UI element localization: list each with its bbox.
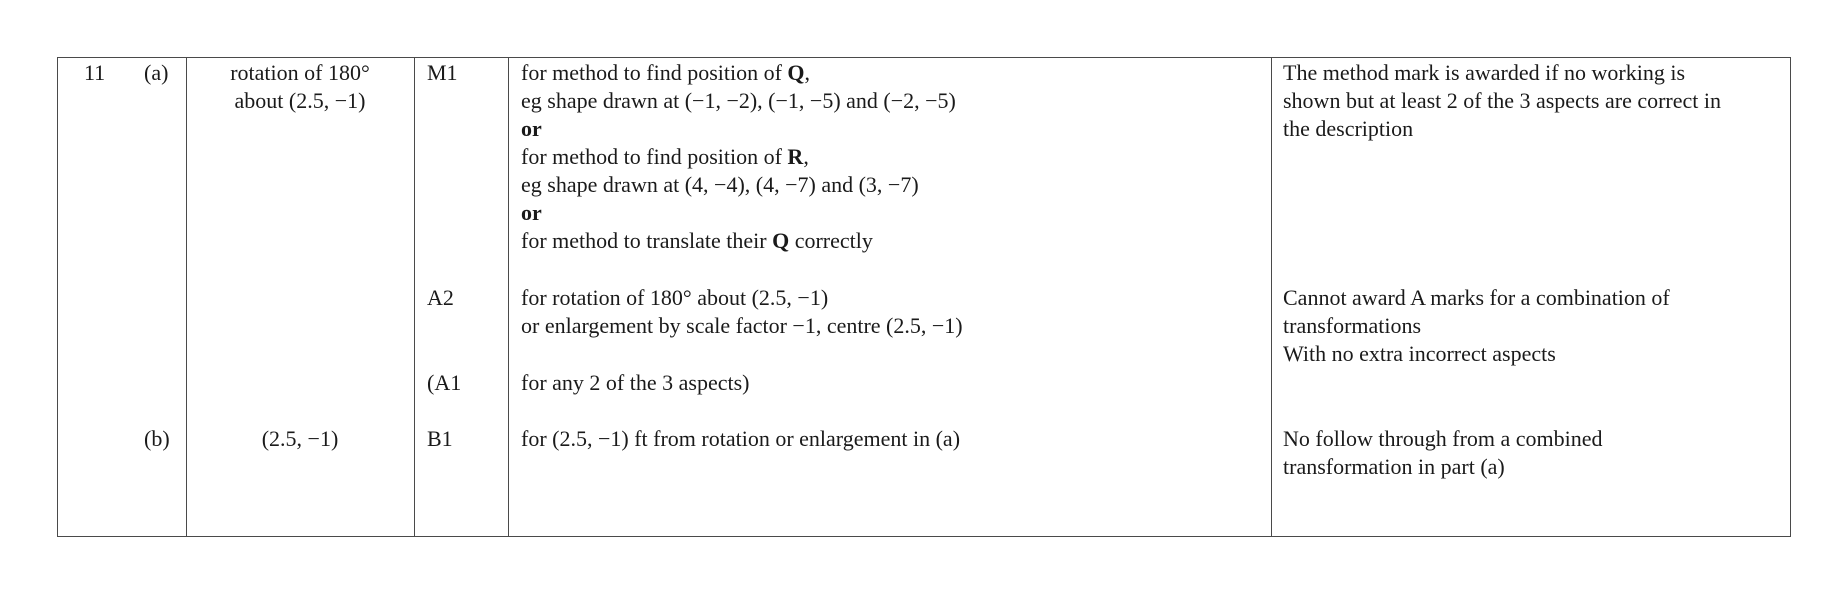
answer-a-line-1: rotation of 180°	[230, 60, 370, 85]
answer-b: (2.5, −1)	[261, 426, 339, 451]
column-divider	[508, 58, 509, 536]
m1-note-line-2: shown but at least 2 of the 3 aspects are correct in	[1283, 88, 1722, 113]
m1-guidance-line-1: for method to find position of Q,	[521, 60, 811, 85]
b1-note-line-2: transformation in part (a)	[1283, 454, 1505, 479]
m1-guidance-or: or	[521, 116, 542, 141]
a2-note-line-2: transformations	[1283, 313, 1422, 338]
part-label-b: (b)	[144, 426, 170, 451]
m1-guidance-line-2: eg shape drawn at (−1, −2), (−1, −5) and (−2, −5)	[521, 88, 956, 113]
part-label-a: (a)	[144, 60, 169, 85]
column-divider	[1271, 58, 1272, 536]
m1-note-line-3: the description	[1283, 116, 1414, 141]
mark-m1: M1	[427, 60, 458, 85]
a2-guidance-line-2: or enlargement by scale factor −1, centre (2.5, −1)	[521, 313, 963, 338]
a2-guidance-line-1: for rotation of 180° about (2.5, −1)	[521, 285, 829, 310]
mark-a1: (A1	[427, 370, 462, 395]
column-divider	[414, 58, 415, 536]
answer-a-line-2: about (2.5, −1)	[234, 88, 366, 113]
b1-guidance: for (2.5, −1) ft from rotation or enlargement in (a)	[521, 426, 961, 451]
a2-note-line-1: Cannot award A marks for a combination of	[1283, 285, 1670, 310]
m1-guidance-or: or	[521, 200, 542, 225]
m1-guidance-line-7: for method to translate their Q correctly	[521, 228, 873, 253]
m1-guidance-line-5: eg shape drawn at (4, −4), (4, −7) and (3, −7)	[521, 172, 919, 197]
a2-note-line-3: With no extra incorrect aspects	[1283, 341, 1556, 366]
column-divider	[186, 58, 187, 536]
question-number: 11	[84, 60, 106, 85]
m1-note-line-1: The method mark is awarded if no working is	[1283, 60, 1686, 85]
mark-a2: A2	[427, 285, 454, 310]
m1-guidance-line-4: for method to find position of R,	[521, 144, 809, 169]
a1-guidance: for any 2 of the 3 aspects)	[521, 370, 750, 395]
mark-b1: B1	[427, 426, 453, 451]
b1-note-line-1: No follow through from a combined	[1283, 426, 1603, 451]
